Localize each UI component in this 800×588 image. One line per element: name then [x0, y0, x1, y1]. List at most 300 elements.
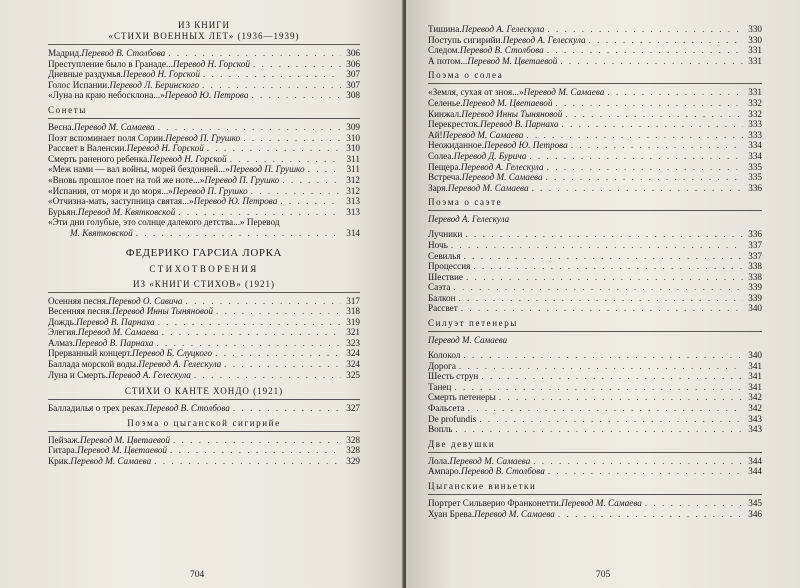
entry-page: 342: [748, 403, 762, 414]
entry-page: 310: [346, 132, 360, 143]
entry-title: Портрет Сильверио Франконетти.: [428, 498, 562, 508]
dot-leader: [533, 456, 743, 467]
entry-page: 310: [346, 143, 360, 154]
entry-title: Преступление было в Гранаде...: [48, 58, 173, 69]
toc-entry-continued[interactable]: [48, 228, 360, 239]
entry-page: 340: [748, 350, 762, 361]
entry-translator: Перевод М. Самаева: [461, 172, 543, 183]
dot-leader: [168, 48, 341, 59]
entry-page: 317: [346, 295, 360, 306]
entry-page: 329: [346, 456, 360, 467]
entry-page: 336: [748, 229, 762, 240]
divider: [428, 331, 762, 332]
entry-page: 306: [346, 48, 360, 58]
dot-leader: [459, 293, 743, 304]
entry-title: Саэта: [428, 282, 451, 293]
toc-list: [428, 87, 762, 193]
entry-title: Фальсета: [428, 403, 465, 414]
entry-page: 330: [748, 24, 762, 34]
entry-page: 336: [748, 182, 762, 193]
entry-title: Следом.: [428, 45, 460, 56]
entry-page: 307: [346, 79, 360, 90]
dot-leader: [455, 424, 743, 435]
right-column: [428, 24, 762, 519]
entry-translator: Перевод М. Цветаевой: [467, 55, 558, 66]
toc-entry[interactable]: [428, 240, 762, 251]
dot-leader: [158, 122, 341, 133]
entry-title: Элегия.: [48, 327, 78, 338]
entry-title: Лучники: [428, 229, 463, 240]
section-subheading: «СТИХИ ВОЕННЫХ ЛЕТ» (1936—1939): [108, 31, 300, 41]
toc-entry[interactable]: [48, 196, 360, 207]
dot-leader: [607, 87, 743, 98]
toc-list: [428, 24, 762, 66]
toc-entry[interactable]: [428, 261, 762, 272]
entry-page: 334: [748, 140, 762, 151]
entry-title: Заря.: [428, 182, 448, 193]
toc-entry[interactable]: [428, 151, 762, 162]
toc-entry[interactable]: [428, 382, 762, 393]
toc-entry[interactable]: [428, 282, 762, 293]
entry-translator: Перевод В. Парнаха: [74, 337, 154, 348]
toc-list: [428, 498, 762, 519]
toc-entry[interactable]: [48, 143, 360, 154]
page-number: 705: [596, 570, 611, 580]
entry-page: 330: [748, 34, 762, 45]
entry-page: 339: [748, 282, 762, 293]
section-heading: Силуэт петенеры: [428, 318, 518, 329]
toc-entry[interactable]: [48, 348, 360, 359]
toc-entry[interactable]: [48, 370, 360, 381]
section-heading: Поэма о цыганской сигирийе: [127, 417, 281, 428]
entry-title: «Испания, от моря и до моря...»: [48, 185, 173, 196]
dot-leader: [565, 109, 743, 120]
entry-page: 331: [748, 55, 762, 66]
entry-translator: Перевод В. Столбова: [146, 403, 230, 414]
dot-leader: [207, 143, 341, 154]
dot-leader: [555, 98, 743, 109]
toc-list: [428, 456, 762, 477]
toc-entry[interactable]: [428, 119, 762, 130]
toc-entry[interactable]: [428, 272, 762, 283]
entry-page: 337: [748, 239, 762, 250]
dot-leader: [203, 69, 341, 80]
toc-entry[interactable]: [428, 403, 762, 414]
dot-leader: [546, 172, 743, 183]
toc-entry[interactable]: [428, 414, 762, 425]
dot-leader: [571, 140, 743, 151]
toc-entry[interactable]: [428, 109, 762, 120]
dot-leader: [529, 151, 743, 162]
entry-translator: Перевод М. Самаева: [523, 87, 605, 98]
divider: [428, 210, 762, 211]
entry-title: Встреча.: [428, 172, 462, 183]
toc-list: [428, 350, 762, 435]
entry-title: «Земля, сухая от зноя...»: [428, 87, 524, 98]
divider: [48, 44, 360, 45]
dot-leader: [230, 154, 341, 165]
entry-translator: Перевод М. Самаева: [77, 327, 159, 338]
entry-page: 308: [346, 90, 360, 101]
entry-title: Бурьян.: [48, 206, 78, 217]
divider: [48, 118, 360, 119]
toc-entry[interactable]: [428, 498, 762, 509]
entry-translator: Перевод М. Самаева: [474, 508, 555, 519]
entry-title: Севилья: [428, 250, 461, 261]
dot-leader: [454, 382, 743, 393]
entry-page: 345: [748, 498, 762, 508]
entry-title: Смерть петенеры: [428, 392, 496, 403]
dot-leader: [216, 306, 341, 317]
entry-title: Балкон: [428, 292, 456, 303]
entry-translator: Перевод Ю. Петрова: [193, 196, 278, 207]
entry-title: Процессия: [428, 261, 471, 272]
dot-leader: [560, 56, 743, 67]
entry-page: 331: [748, 45, 762, 56]
dot-leader: [453, 282, 743, 293]
toc-entry[interactable]: [48, 207, 360, 218]
entry-title: Кинжал.: [428, 108, 462, 119]
entry-title: Поступь сигирийи.: [428, 34, 503, 45]
entry-page: 340: [748, 303, 762, 314]
entry-translator: Перевод М. Цветаевой: [77, 445, 168, 456]
entry-page: 311: [346, 153, 360, 164]
dot-leader: [202, 80, 341, 91]
entry-page: 343: [748, 424, 762, 435]
dot-leader: [466, 272, 743, 283]
section-heading: ИЗ КНИГИ: [178, 20, 230, 30]
entry-title: Весенняя песня.: [48, 306, 113, 317]
entry-page: 343: [748, 413, 762, 424]
toc-entry[interactable]: [48, 154, 360, 165]
dot-leader: [481, 371, 743, 382]
toc-entry[interactable]: [428, 456, 762, 467]
toc-entry[interactable]: [48, 69, 360, 80]
entry-translator: Перевод Инны Тыняновой: [112, 306, 214, 317]
dot-leader: [547, 45, 743, 56]
entry-title: Неожиданное.: [428, 140, 485, 151]
toc-list: [428, 229, 762, 314]
toc-entry[interactable]: [48, 90, 360, 101]
entry-page: 332: [748, 108, 762, 119]
dot-leader: [548, 466, 743, 477]
entry-title: Весна.: [48, 121, 74, 132]
entry-title: Ампаро.: [428, 466, 461, 477]
section-heading: Сонеты: [48, 104, 87, 115]
entry-page: 333: [748, 119, 762, 130]
entry-translator: Перевод Ю. Петрова: [164, 90, 249, 101]
entry-title: Рассвет: [428, 303, 458, 314]
divider: [428, 452, 762, 453]
entry-translator: Перевод А. Гелескула: [108, 369, 191, 380]
entry-page: 309: [346, 121, 360, 132]
entry-translator: Перевод Н. Горской: [172, 58, 250, 69]
entry-page: 333: [748, 129, 762, 140]
entry-translator: Перевод В. Столбова: [459, 45, 544, 56]
dot-leader: [280, 196, 341, 207]
entry-page: 341: [748, 360, 762, 371]
dot-leader: [178, 207, 341, 218]
toc-entry[interactable]: [428, 229, 762, 240]
toc-entry[interactable]: [48, 327, 360, 338]
toc-entry[interactable]: [428, 183, 762, 194]
entry-title: Голос Испании.: [48, 79, 110, 90]
entry-title: Перекресток.: [428, 119, 481, 130]
dot-leader: [158, 317, 341, 328]
toc-entry[interactable]: [428, 140, 762, 151]
entry-translator: Перевод П. Грушко: [229, 164, 305, 175]
dot-leader: [459, 361, 743, 372]
dot-leader: [156, 338, 341, 349]
entry-translator: Перевод М. Самаева: [442, 129, 524, 140]
entry-translator: Перевод Н. Горской: [122, 69, 200, 80]
toc-entry[interactable]: [48, 296, 360, 307]
toc-entry[interactable]: [428, 130, 762, 141]
entry-page: 331: [748, 87, 762, 98]
toc-entry[interactable]: [428, 361, 762, 372]
toc-entry[interactable]: [48, 403, 360, 414]
entry-title: Дорога: [428, 360, 456, 371]
entry-page: 328: [346, 434, 360, 445]
divider: [48, 431, 360, 432]
entry-title: Солеа.: [428, 150, 454, 161]
section-heading: ИЗ «КНИГИ СТИХОВ» (1921): [132, 278, 275, 289]
entry-translator: Перевод М. Квятковской: [77, 206, 176, 217]
entry-title: Танец: [428, 381, 452, 392]
entry-title: Колокол: [428, 350, 461, 361]
dot-leader: [451, 240, 743, 251]
entry-page: 339: [748, 292, 762, 303]
entry-title: Балладилья о трех реках.: [48, 403, 146, 414]
toc-list: [48, 122, 360, 217]
toc-entry[interactable]: [48, 306, 360, 317]
entry-title: Прерванный концерт.: [48, 348, 133, 359]
dot-leader: [463, 350, 743, 361]
entry-translator: Перевод М. Самаева: [561, 498, 642, 508]
dot-leader: [465, 229, 743, 240]
entry-title: Крик.: [48, 456, 71, 467]
toc-entry[interactable]: [428, 172, 762, 183]
dot-leader: [251, 90, 341, 101]
toc-entry[interactable]: [48, 164, 360, 175]
entry-title: Ай!: [428, 129, 443, 140]
entry-page: 341: [748, 381, 762, 392]
entry-title: Дневные раздумья.: [48, 69, 123, 80]
toc-entry[interactable]: [428, 466, 762, 477]
entry-translator: Перевод В. Парнаха: [480, 119, 559, 130]
entry-title: Тишина.: [428, 24, 462, 34]
toc-entry[interactable]: [428, 303, 762, 314]
toc-entry[interactable]: [428, 162, 762, 173]
author-heading: ФЕДЕРИКО ГАРСИА ЛОРКА: [125, 246, 283, 259]
dot-leader: [526, 130, 743, 141]
entry-page: 344: [748, 466, 762, 477]
dot-leader: [185, 296, 341, 307]
entry-title: «Луна на краю небосклона...»: [48, 90, 165, 101]
dot-leader: [170, 445, 341, 456]
entry-translator: Перевод П. Грушко: [165, 132, 241, 143]
entry-translator: Перевод Д. Бурича: [453, 150, 527, 161]
entry-translator: Перевод М. Самаева: [73, 121, 155, 132]
toc-entry[interactable]: [48, 175, 360, 186]
entry-title: «Отчизна-мать, заступница святая...»: [48, 196, 194, 207]
dot-leader: [499, 392, 743, 403]
dot-leader: [243, 133, 341, 144]
dot-leader: [589, 35, 743, 46]
entry-page: 321: [346, 327, 360, 338]
toc-entry[interactable]: [48, 80, 360, 91]
toc-entry[interactable]: [48, 217, 360, 228]
toc-entry[interactable]: [428, 251, 762, 262]
dot-leader: [558, 509, 743, 520]
dot-leader: [473, 261, 743, 272]
entry-page: 346: [748, 508, 762, 519]
dot-leader: [251, 186, 341, 197]
entry-page: 312: [346, 174, 360, 185]
entry-page: 338: [748, 261, 762, 272]
entry-translator: Перевод М. Цветаевой: [462, 97, 553, 108]
entry-page: 325: [346, 369, 360, 380]
divider: [428, 494, 762, 495]
entry-translator: Перевод А. Гелескула: [502, 34, 586, 45]
entry-title: Селенье.: [428, 97, 463, 108]
toc-list: [48, 435, 360, 467]
toc-entry[interactable]: [48, 456, 360, 467]
toc-entry[interactable]: [428, 56, 762, 67]
entry-translator: Перевод М. Цветаевой: [79, 434, 170, 445]
entry-title: Алмаз.: [48, 337, 75, 348]
toc-entry[interactable]: [428, 45, 762, 56]
entry-title: Поэт вспоминает поля Сории.: [48, 132, 166, 143]
entry-translator: Перевод Л. Беринского: [109, 79, 200, 90]
section-heading: Две девушки: [428, 438, 496, 449]
entry-translator: Перевод Ю. Петрова: [484, 140, 568, 151]
entry-translator: Перевод В. Парнаха: [76, 316, 155, 327]
entry-translator: Перевод Инны Тыняновой: [461, 108, 563, 119]
entry-translator: Перевод М. Самаева: [447, 182, 529, 193]
toc-entry[interactable]: [428, 350, 762, 361]
entry-title: De profundis: [428, 413, 477, 424]
toc-entry[interactable]: [48, 435, 360, 446]
toc-entry[interactable]: [428, 293, 762, 304]
toc-entry[interactable]: [48, 133, 360, 144]
entry-translator: Перевод Н. Горской: [149, 153, 227, 164]
entry-page: 312: [346, 185, 360, 196]
toc-entry[interactable]: [428, 392, 762, 403]
toc-entry[interactable]: [48, 122, 360, 133]
toc-entry[interactable]: [48, 338, 360, 349]
section-heading: СТИХОТВОРЕНИЯ: [149, 263, 259, 274]
entry-page: 338: [748, 271, 762, 282]
toc-entry[interactable]: [428, 35, 762, 46]
dot-leader: [194, 370, 341, 381]
entry-translator: Перевод В. Столбова: [81, 48, 166, 58]
entry-page: 313: [346, 206, 360, 217]
toc-list: [48, 296, 360, 381]
toc-entry[interactable]: [48, 59, 360, 70]
toc-entry[interactable]: [428, 509, 762, 520]
entry-translator: Перевод М. Самаева: [449, 455, 531, 466]
entry-title: Шествие: [428, 271, 464, 282]
toc-entry[interactable]: [48, 317, 360, 328]
dot-leader: [468, 403, 743, 414]
entry-translator: Перевод П. Грушко: [204, 174, 280, 185]
section-translator: Перевод М. Самаева: [428, 335, 508, 346]
entry-title: Смерть раненого ребенка.: [48, 153, 150, 164]
dot-leader: [162, 327, 341, 338]
entry-title: Осенняя песня.: [48, 295, 109, 306]
toc-entry[interactable]: [48, 359, 360, 370]
entry-title: Дождь.: [48, 316, 77, 327]
dot-leader: [253, 59, 341, 70]
toc-entry[interactable]: [48, 186, 360, 197]
entry-page: 334: [748, 150, 762, 161]
entry-page: 328: [346, 445, 360, 456]
toc-list: [48, 48, 360, 101]
section-heading: Цыганские виньетки: [428, 481, 537, 491]
toc-entry[interactable]: [428, 424, 762, 435]
toc-entry[interactable]: [428, 371, 762, 382]
entry-page: 306: [346, 58, 360, 69]
entry-title: Ночь: [428, 239, 448, 250]
dot-leader: [308, 164, 341, 175]
entry-page: 327: [346, 403, 360, 414]
toc-list: [48, 403, 360, 414]
dot-leader: [645, 498, 743, 509]
entry-translator: Перевод П. Грушко: [172, 185, 248, 196]
entry-page: 335: [748, 172, 762, 183]
entry-page: 335: [748, 161, 762, 172]
entry-title: «Эти дни голубые, это солнце далекого детства...» Перевод: [48, 217, 280, 228]
entry-page: 342: [748, 392, 762, 403]
toc-entry[interactable]: [428, 87, 762, 98]
right-page: [406, 0, 800, 588]
entry-title: «Вновь прошлое поет на той же ноте...»: [48, 174, 205, 185]
entry-page: 341: [748, 371, 762, 382]
toc-entry[interactable]: [428, 98, 762, 109]
entry-title: Лола.: [428, 455, 450, 466]
entry-page: 318: [346, 306, 360, 317]
dot-leader: [532, 183, 743, 194]
dot-leader: [479, 414, 743, 425]
dot-leader: [173, 435, 341, 446]
entry-title: Рассвет в Валенсии.: [48, 143, 127, 154]
dot-leader: [233, 403, 341, 414]
left-column: [48, 20, 360, 467]
entry-title: А потом...: [428, 55, 468, 66]
dot-leader: [464, 251, 743, 262]
entry-page: 324: [346, 348, 360, 359]
entry-translator: Перевод В. Столбова: [460, 466, 545, 477]
dot-leader: [282, 175, 341, 186]
divider: [428, 83, 762, 84]
toc-entry[interactable]: [428, 24, 762, 35]
entry-page: 324: [346, 359, 360, 370]
dot-leader: [547, 24, 743, 35]
entry-page: 319: [346, 316, 360, 327]
entry-title: Шесть струн: [428, 371, 479, 382]
entry-page: 314: [346, 227, 360, 238]
entry-title: Луна и Смерть.: [48, 369, 109, 380]
entry-page: 344: [748, 455, 762, 466]
toc-entry[interactable]: [48, 48, 360, 59]
divider: [48, 292, 360, 293]
entry-translator: Перевод А. Гелескула: [461, 24, 545, 34]
page-number: 704: [190, 570, 205, 580]
toc-entry[interactable]: [48, 445, 360, 456]
section-heading: СТИХИ О КАНТЕ ХОНДО (1921): [124, 386, 284, 397]
entry-page: 332: [748, 97, 762, 108]
